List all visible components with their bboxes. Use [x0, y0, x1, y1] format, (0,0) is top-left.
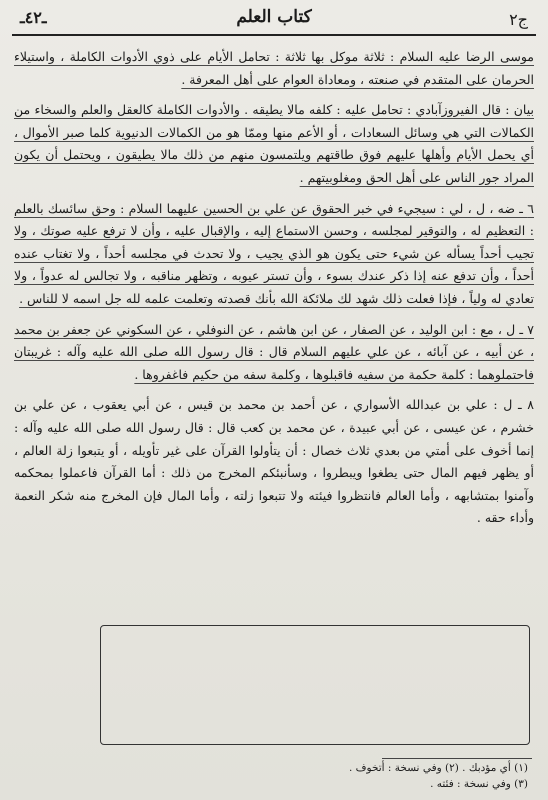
paragraph-hadith-8: ٨ ـ ل : علي بن عبدالله الأسواري ، عن أحمد بن محمد بن قيس ، عن أبي يعقوب ، عن علي بن خشرم ، عن عيسى ، عن أبي عبيدة ، عن محمد بن كعب قال : قال رسول الله صلى الله عليه وآله : إنما أخوف على أمتي من بعدي ثلاث خصال : أن يتأولوا القرآن على غير تأويله ، أو يتبعوا زلة العالم ، أو يظهر فيهم المال حتى يطغوا ويبطروا ، وسأنبئكم المخرج من ذلك : أما القرآن فاعملوا بمحكمه وآمنوا بمتشابهه ، وأما العالم فانتظروا فيئته ولا تتبعوا زلته ، وأما المال فإن المخرج منه شكر النعمة وأداء حقه .	[14, 397, 534, 526]
paragraph-bayan: بيان : قال الفيروزآبادي : تحامل عليه : كلفه مالا يطيقه . والأدوات الكاملة كالعقل والعلم والسخاء من الكمالات التي هي وسائل السعادات ، أو الأعم منها وممّا هو من الكمالات الدنيوية كلما صبر الأموال ، أي يحمل الأيام وأهلها عليهم فوق طاقتهم ويلتمسون منهم من ذلك مالا يطيقون ، ويحتمل أن يكون المراد جور الناس على أهل الحق ومغلوبيتهم .	[14, 102, 534, 185]
book-title: كتاب العلم	[236, 7, 312, 27]
paragraph-hadith-7: ٧ ـ ل ، مع : ابن الوليد ، عن الصفار ، عن ابن هاشم ، عن النوفلي ، عن السكوني عن جعفر بن محمد ، عن أبيه ، عن آبائه ، عن علي عليهم السلام قال : قال رسول الله صلى الله عليه وآله : غريبتان فاحتملوهما : كلمة حكمة من سفيه فاقبلوها ، وكلمة سفه من حكيم فاغفروها .	[14, 321, 534, 382]
footnotes	[14, 760, 528, 792]
body-text	[14, 46, 534, 530]
footnote-line-1: (١) أي مؤدبك . (٢) وفي نسخة : أتخوف .	[348, 762, 528, 774]
paragraph-hadith-5: موسى الرضا عليه السلام : ثلاثة موكل بها ثلاثة : تحامل الأيام على ذوي الأدوات الكاملة ، واستيلاء الحرمان على المتقدم في صنعته ، ومعاداة العوام على أهل المعرفة .	[14, 49, 534, 87]
volume-marker: ج٢	[509, 10, 528, 29]
hand-drawn-box-annotation	[100, 625, 530, 745]
footnote-divider	[382, 758, 532, 759]
footnote-line-2: (٣) وفي نسخة : فئته .	[430, 778, 528, 790]
header-divider	[12, 34, 536, 36]
paragraph-hadith-6: ٦ ـ ضه ، ل ، لي : سيجيء في خبر الحقوق عن علي بن الحسين عليهما السلام : وحق سائسك بالعلم : التعظيم له ، والتوقير لمجلسه ، وحسن الاستماع إليه ، والإقبال عليه ، وأن لا ترفع عليه صوتك ، ولا تجيب أحداً يسأله عن شيء حتى يكون هو الذي يجيب ، ولا تحدث في مجلسه أحداً ، ولا تغتاب عنده أحداً ، وأن تدفع عنه إذا ذكر عندك بسوء ، وأن تستر عيوبه ، وتظهر مناقبه ، ولا تجالس له عدواً ، ولا تعادي له ولياً ، فإذا فعلت ذلك شهد لك ملائكة الله بأنك قصدته وتعلمت علمه لله جل اسمه لا للناس .	[14, 200, 534, 306]
page-header	[14, 4, 534, 34]
page-number: ـ٤٢ـ	[20, 8, 47, 27]
